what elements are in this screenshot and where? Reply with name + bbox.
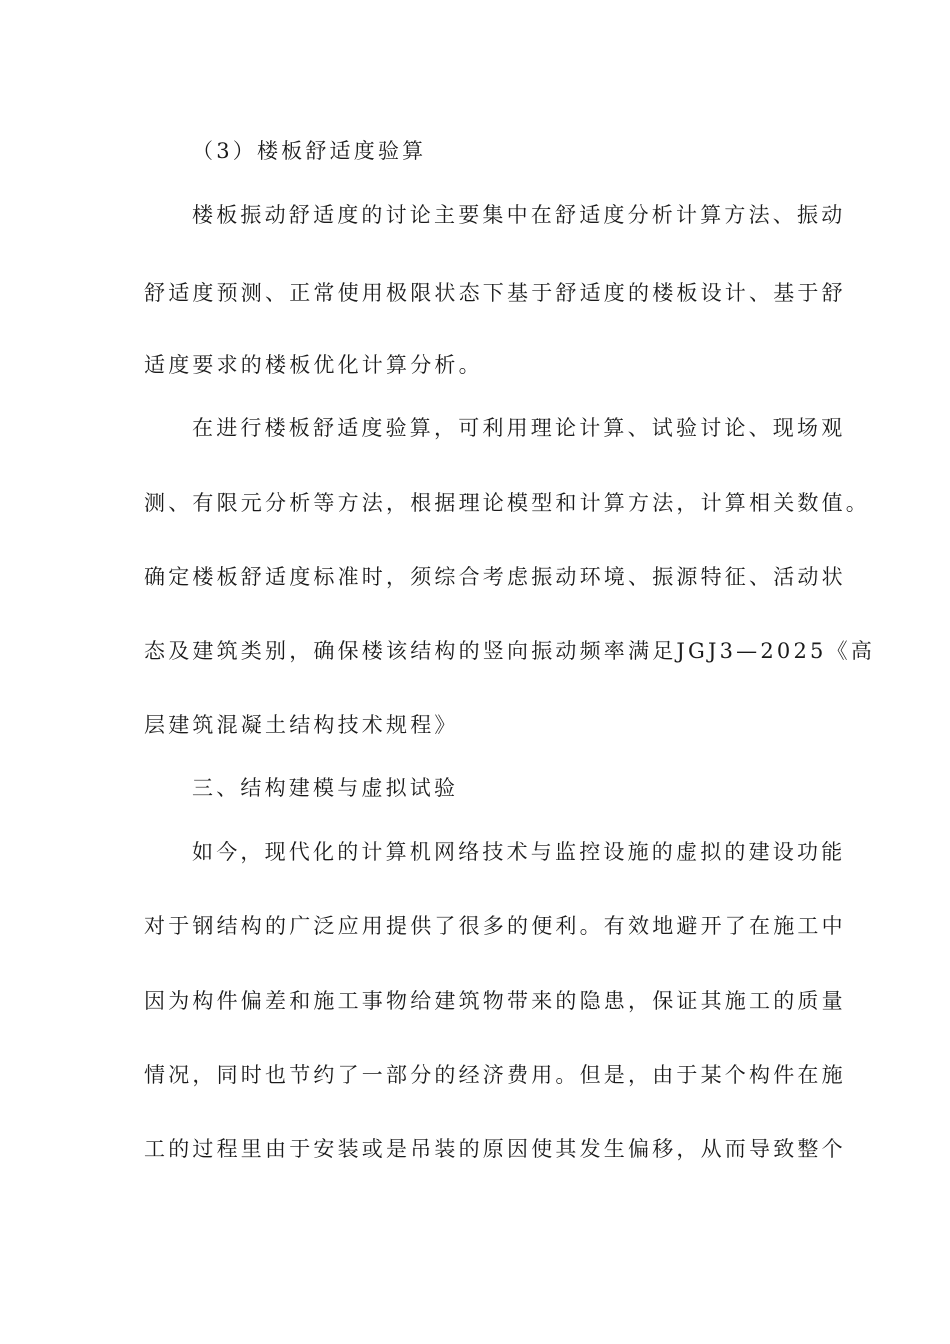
paragraph-line: 工的过程里由于安装或是吊装的原因使其发生偏移，从而导致整个	[144, 1137, 846, 1161]
paragraph-line: 如今，现代化的计算机网络技术与监控设施的虚拟的建设功能	[192, 840, 846, 864]
paragraph-line: 适度要求的楼板优化计算分析。	[144, 353, 483, 377]
paragraph-line: 态及建筑类别，确保楼该结构的竖向振动频率满足JGJ3—2025《高	[144, 639, 876, 663]
paragraph-line: 层建筑混凝土结构技术规程》	[144, 713, 459, 737]
paragraph-line: 楼板振动舒适度的讨论主要集中在舒适度分析计算方法、振动	[192, 203, 846, 227]
subheading-floor-comfort: （3）楼板舒适度验算	[192, 139, 427, 163]
paragraph-line: 在进行楼板舒适度验算，可利用理论计算、试验讨论、现场观	[192, 416, 846, 440]
section-heading: 三、结构建模与虚拟试验	[192, 776, 459, 800]
paragraph-line: 确定楼板舒适度标准时，须综合考虑振动环境、振源特征、活动状	[144, 565, 846, 589]
paragraph-line: 因为构件偏差和施工事物给建筑物带来的隐患，保证其施工的质量	[144, 989, 846, 1013]
paragraph-line: 对于钢结构的广泛应用提供了很多的便利。有效地避开了在施工中	[144, 914, 846, 938]
paragraph-line: 情况，同时也节约了一部分的经济费用。但是，由于某个构件在施	[144, 1063, 846, 1087]
paragraph-line: 测、有限元分析等方法，根据理论模型和计算方法，计算相关数值。	[144, 491, 870, 515]
paragraph-line: 舒适度预测、正常使用极限状态下基于舒适度的楼板设计、基于舒	[144, 281, 846, 305]
